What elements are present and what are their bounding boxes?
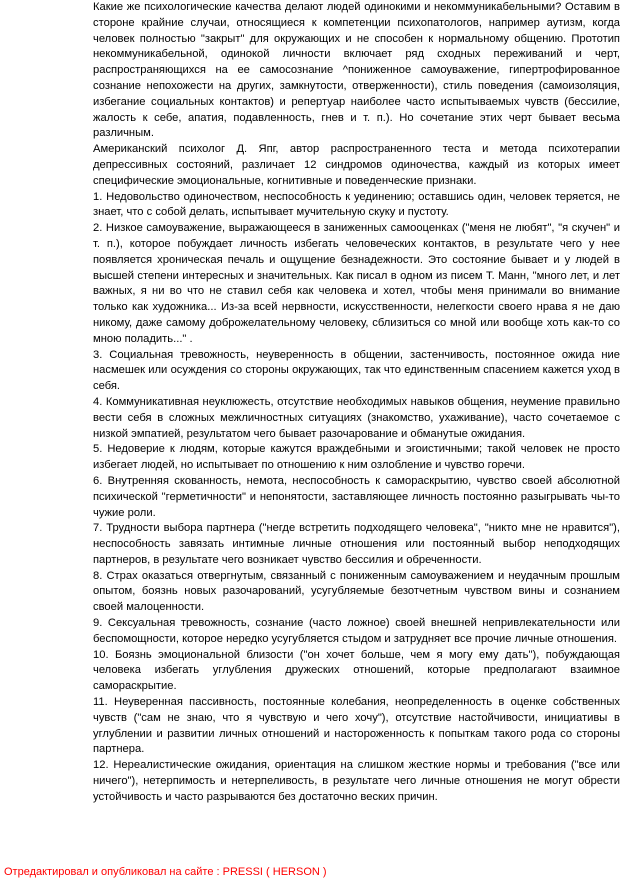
syndrome-item-4: 4. Коммуникативная неуклюжесть, отсутствие необходимых навыков общения, неумение правильно вести себя в сложных межличностных ситуациях (знакомство, ухаживание), часто сочетаемое с низкой эмпатией, результатом чего бывает разочарование и обманутые ожидания. [93,395,620,440]
intro-paragraph: Какие же психологические качества делают людей одинокими и некоммуникабельными? Оставим в стороне крайние случаи, относящиеся к компетенции психопатологов, например аутизм, когда человек полностью "закрыт" для окружающих и не способен к нормальному общению. Прототип некоммуникабельной, одинокой личности включает ряд сходных переживаний и черт, распространяющихся на ее самосознание ^пониженное самоуважение, гипертрофированное сознание непохожести на других, замкнутости, отверженности), стиль поведения (самоизоляция, избегание социальных контактов) и репертуар наиболее часто испытываемых чувств (бессилие, жалость к себе, апатия, подавленность, гнев и т. п.). Но сочетание этих черт бывает весьма различным. [93,1,620,140]
syndrome-item-8: 8. Страх оказаться отвергнутым, связанный с пониженным самоуважением и неудачным прошлым опытом, боязнь новых разочарований, усугубляемые безотчетным чувством вины и сознанием своей малоценности. [93,569,620,614]
yang-paragraph: Американский психолог Д. Япг, автор распространенного теста и метода психотерапии депрессивных состояний, различает 12 синдромов одиночества, каждый из которых имеет специфические эмоциональные, когнитивные и поведенческие признаки. [93,143,620,187]
syndrome-item-7: 7. Трудности выбора партнера ("негде встретить подходящего человека", "никто мне не нравится"), неспособность завязать интимные личные отношения или постоянный выбор неподходящих партнеров, в результате чего возникает чувство бессилия и обреченности. [93,522,620,566]
syndrome-item-6: 6. Внутренняя скованность, немота, неспособность к самораскрытию, чувство своей абсолютной психической "герметичности" и непонятости, заставляющее личность постоянно разыгрывать чы-то чужие роли. [93,474,620,519]
publisher-footer: Отредактировал и опубликовал на сайте : PRESSI ( HERSON ) [4,866,327,878]
syndrome-item-9: 9. Сексуальная тревожность, сознание (часто ложное) своей внешней непривлекательности или беспомощности, которое нередко усугубляется стыдом и затрудняет все прочие личные отношения. [93,617,620,645]
syndrome-item-12: 12. Нереалистические ожидания, ориентация на слишком жесткие нормы и требования ("все или ничего"), нетерпимость и нетерпеливость, в результате чего личные отношения не могут обрести устойчивость и часто разрываются без достаточно веских причин. [93,759,620,803]
syndrome-item-2: 2. Низкое самоуважение, выражающееся в заниженных самооценках ("меня не любят", "я скучен" и т. п.), которое побуждает личность избегать человеческих контактов, в результате чего у нее появляется хроническая печаль и ощущение безнадежности. Это состояние бывает и у людей в высшей степени интересных и значительных. Как писал в одном из писем Т. Манн, "много лет, и лет важных, я ни во что не ставил себя как человека и хотел, чтобы меня принимали во внимание только как художника... Из-за всей нервности, искусственности, нелегкости своего нрава я не даю никому, даже самому доброжелательному человеку, сблизиться со мной или вообще хоть как-то со мною поладить..." . [93,222,620,345]
document-body [93,0,620,806]
syndrome-item-11: 11. Неуверенная пассивность, постоянные колебания, неопределенность в оценке собственных чувств ("сам не знаю, что я чувствую и чего хочу"), отсутствие настойчивости, инициативы в углублении и развитии личных отношений и настороженность к попыткам такого рода со стороны партнера. [93,696,620,756]
syndrome-item-3: 3. Социальная тревожность, неуверенность в общении, застенчивость, постоянное ожида ние насмешек или осуждения со стороны окружающих, так что единственным спасением кажется уход в себя. [93,348,620,393]
syndrome-item-1: 1. Недовольство одиночеством, неспособность к уединению; оставшись один, человек теряется, не знает, что с собой делать, испытывает мучительную скуку и пустоту. [93,190,620,219]
syndrome-item-5: 5. Недоверие к людям, которые кажутся враждебными и эгоистичными; такой человек не просто избегает людей, но испытывает по отношению к ним озлобление и чувство горечи. [93,443,620,472]
syndrome-item-10: 10. Боязнь эмоциональной близости ("он хочет больше, чем я могу ему дать"), побуждающая человека избегать углубления дружеских отношений, которые предполагают взаимное самораскрытие. [93,648,620,693]
